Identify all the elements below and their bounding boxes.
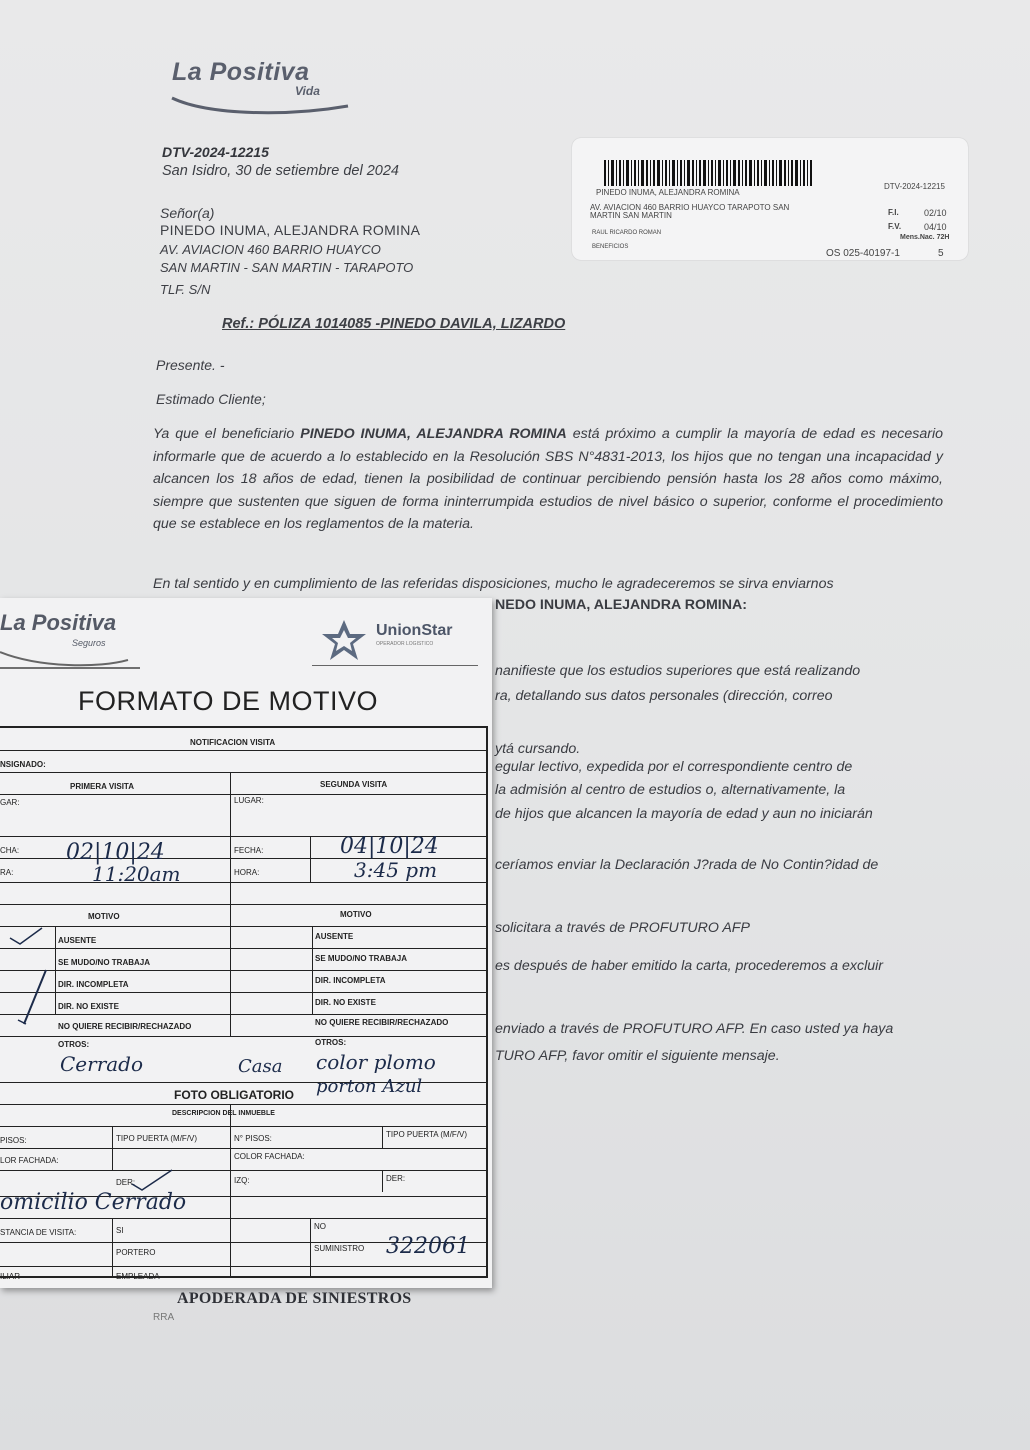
n-pisos-label: N° PISOS: xyxy=(234,1134,272,1143)
right-line-12: TURO AFP, favor omitir el siguiente mensaje. xyxy=(495,1048,780,1064)
segunda-visita-label: SEGUNDA VISITA xyxy=(320,780,388,789)
logo-swoosh-icon xyxy=(170,94,350,116)
der-2-label: DER: xyxy=(386,1174,406,1183)
initials: RRA xyxy=(153,1312,175,1323)
paragraph-2: En tal sentido y en cumplimiento de las referidas disposiciones, mucho le agradeceremos se sirva enviarnos xyxy=(153,576,834,592)
handwritten-fecha-1: 02|10|24 xyxy=(66,840,165,865)
checkmark-icon xyxy=(4,920,64,1030)
unionstar-star-icon xyxy=(314,618,374,662)
option-2-otros: OTROS: xyxy=(315,1038,347,1047)
descripcion-label: DESCRIPCION DEL INMUEBLE xyxy=(172,1110,275,1117)
izq-label: IZQ: xyxy=(234,1176,250,1185)
fecha-label: CHA: xyxy=(0,846,20,855)
foto-obligatorio-label: FOTO OBLIGATORIO xyxy=(174,1088,294,1102)
paragraph-1: Ya que el beneficiario PINEDO INUMA, ALEJANDRA ROMINA está próximo a cumplir la mayoría de edad es necesario informarle que de acuerdo a lo establecido en la Resolución SBS N°4831-2013, los hijos que no tengan una incapacidad y alcancen los 18 años de edad, tienen la posibilidad de continuar percibiendo pensión hasta los 28 años como máximo, siempre que sustenten que siguen de forma ininterrumpida estudios de nivel básico o superior, conforme el procedimiento que se establece en los reglamentos de la materia. xyxy=(153,426,943,532)
no-label: NO xyxy=(314,1222,326,1231)
label-address: AV. AVIACION 460 BARRIO HUAYCO TARAPOTO SAN xyxy=(590,203,790,212)
empleada-label: EMPLEADA xyxy=(116,1272,160,1281)
right-line-1: NEDO INUMA, ALEJANDRA ROMINA: xyxy=(495,597,747,613)
unionstar-underline xyxy=(312,665,478,666)
option-dir-no-existe: DIR. NO EXISTE xyxy=(58,1002,119,1011)
lugar-label: GAR: xyxy=(0,798,20,807)
salutation: Señor(a) xyxy=(160,205,215,221)
la-positiva-logo: La Positiva xyxy=(172,58,310,86)
constancia-label: STANCIA DE VISITA: xyxy=(0,1228,77,1237)
option-2-no-quiere: NO QUIERE RECIBIR/RECHAZADO xyxy=(315,1018,449,1027)
tipo-puerta-label: TIPO PUERTA (M/F/V) xyxy=(116,1134,198,1143)
form-la-positiva-logo: La Positiva xyxy=(0,610,117,635)
handwritten-hora-2: 3:45 pm xyxy=(354,858,438,882)
greeting: Estimado Cliente; xyxy=(156,391,266,407)
unionstar-logo: UnionStar xyxy=(376,622,453,639)
handwritten-otros-3: color plomo xyxy=(316,1050,436,1074)
option-se-mudo: SE MUDO/NO TRABAJA xyxy=(58,958,151,967)
right-line-5: egular lectivo, expedida por el correspondiente centro de xyxy=(495,759,853,775)
formato-de-motivo-form xyxy=(0,598,492,1288)
fecha-2-label: FECHA: xyxy=(234,846,264,855)
form-la-positiva-sub: Seguros xyxy=(72,638,106,648)
motivo-label: MOTIVO xyxy=(88,912,120,921)
right-line-2: nanifieste que los estudios superiores que está realizando xyxy=(495,663,861,679)
label-mens: Mens.Nac. 72H xyxy=(900,234,950,241)
label-os-n: 5 xyxy=(938,248,944,259)
option-otros: OTROS: xyxy=(58,1040,90,1049)
phone-line: TLF. S/N xyxy=(160,282,211,297)
hora-2-label: HORA: xyxy=(234,868,260,877)
primera-visita-label: PRIMERA VISITA xyxy=(70,782,135,791)
option-2-se-mudo: SE MUDO/NO TRABAJA xyxy=(315,954,408,963)
handwritten-domicilio: omicilio Cerrado xyxy=(0,1190,187,1215)
right-line-7: de hijos que alcancen la mayoría de edad y aun no iniciarán xyxy=(495,806,873,822)
policy-reference: Ref.: PÓLIZA 1014085 -PINEDO DAVILA, LIZARDO xyxy=(222,316,566,332)
pisos-label: PISOS: xyxy=(0,1136,27,1145)
der-label: DER: xyxy=(116,1178,136,1187)
barcode-icon xyxy=(604,160,812,186)
lugar-2-label: LUGAR: xyxy=(234,796,264,805)
motivo-2-label: MOTIVO xyxy=(340,910,372,919)
option-dir-incompleta: DIR. INCOMPLETA xyxy=(58,980,129,989)
la-positiva-logo-sub: Vida xyxy=(295,84,320,98)
right-line-4: ytá cursando. xyxy=(495,741,581,757)
form-logo-swoosh-icon xyxy=(0,646,140,670)
portero-label: PORTERO xyxy=(116,1248,156,1257)
apoderada-title: APODERADA DE SINIESTROS xyxy=(177,1290,412,1307)
color-fachada-2-label: COLOR FACHADA: xyxy=(234,1152,305,1161)
si-label: SI xyxy=(116,1226,124,1235)
place-date: San Isidro, 30 de setiembre del 2024 xyxy=(162,163,399,179)
label-code: DTV-2024-12215 xyxy=(884,182,945,191)
option-ausente: AUSENTE xyxy=(58,936,97,945)
document-code: DTV-2024-12215 xyxy=(162,144,269,160)
right-line-3: ra, detallando sus datos personales (dirección, correo xyxy=(495,688,833,704)
hora-label: RA: xyxy=(0,868,14,877)
consignado-label: NSIGNADO: xyxy=(0,760,46,769)
right-line-9: solicitara a través de PROFUTURO AFP xyxy=(495,920,750,936)
right-line-8: ceríamos enviar la Declaración J?rada de No Contin?idad de xyxy=(495,857,879,873)
handwritten-hora-1: 11:20am xyxy=(92,862,181,886)
addressee-name: PINEDO INUMA, ALEJANDRA ROMINA xyxy=(160,222,421,238)
notificacion-visita-label: NOTIFICACION VISITA xyxy=(190,738,276,747)
label-fv: 04/10 xyxy=(924,222,947,232)
option-2-dir-no-existe: DIR. NO EXISTE xyxy=(315,998,376,1007)
color-fachada-label: LOR FACHADA: xyxy=(0,1156,59,1165)
option-2-ausente: AUSENTE xyxy=(315,932,354,941)
presente-line: Presente. - xyxy=(156,357,225,373)
handwritten-otros-2: Casa xyxy=(238,1056,283,1077)
tipo-puerta-2-label: TIPO PUERTA (M/F/V) xyxy=(386,1130,468,1139)
label-fv-label: F.V. xyxy=(888,222,902,231)
handwritten-foto: porton Azul xyxy=(316,1076,423,1097)
form-title: FORMATO DE MOTIVO xyxy=(78,686,379,716)
label-person: RAUL RICARDO ROMAN xyxy=(592,230,662,236)
right-line-6: la admisión al centro de estudios o, alternativamente, la xyxy=(495,782,846,798)
option-no-quiere: NO QUIERE RECIBIR/RECHAZADO xyxy=(58,1022,192,1031)
suministro-label: SUMINISTRO xyxy=(314,1244,365,1253)
label-name: PINEDO INUMA, ALEJANDRA ROMINA xyxy=(596,188,740,197)
right-line-10: es después de haber emitido la carta, procederemos a excluir xyxy=(495,958,884,974)
address-line-2: SAN MARTIN - SAN MARTIN - TARAPOTO xyxy=(160,260,414,275)
handwritten-suministro: 322061 xyxy=(386,1234,470,1259)
right-line-11: enviado a través de PROFUTURO AFP. En caso usted ya haya xyxy=(495,1021,894,1037)
label-fi: 02/10 xyxy=(924,208,947,218)
mailing-label xyxy=(572,138,968,260)
label-os: OS 025-40197-1 xyxy=(826,248,900,259)
label-type: BENEFICIOS xyxy=(592,244,629,250)
label-fi-label: F.I. xyxy=(888,208,899,217)
option-2-dir-incompleta: DIR. INCOMPLETA xyxy=(315,976,386,985)
familiar-label: ILIAR xyxy=(0,1272,21,1281)
address-line-1: AV. AVIACION 460 BARRIO HUAYCO xyxy=(160,242,381,257)
unionstar-logo-sub: OPERADOR LOGISTICO xyxy=(376,641,434,647)
handwritten-fecha-2: 04|10|24 xyxy=(340,834,439,859)
label-address-2: MARTIN SAN MARTIN xyxy=(590,211,672,220)
handwritten-otros-1: Cerrado xyxy=(60,1052,144,1076)
